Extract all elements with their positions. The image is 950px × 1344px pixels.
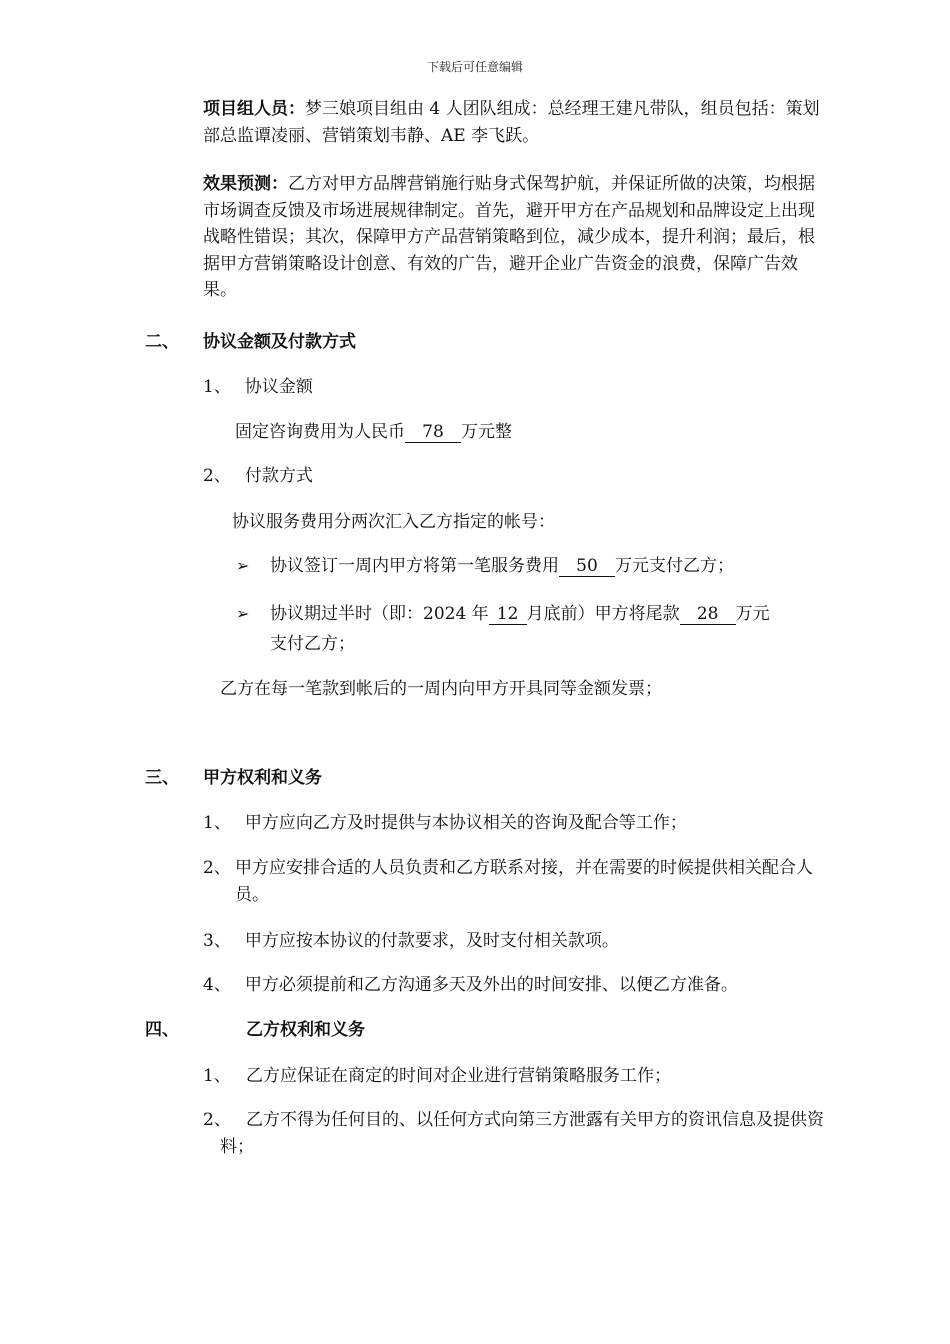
section4-item2-num: 2、	[203, 1110, 231, 1130]
payment-intro: 协议服务费用分两次汇入乙方指定的帐号：	[232, 512, 555, 532]
page-header: 下载后可任意编辑	[426, 60, 523, 74]
section3-item4	[203, 972, 738, 998]
bullet-text: 协议签订一周内甲方将第一笔服务费用	[270, 556, 559, 576]
final-payment-amount: 28	[680, 604, 736, 625]
section3-item3	[203, 928, 619, 954]
bullet-final-payment-cont: 支付乙方；	[270, 634, 355, 654]
fee-amount: 78	[405, 422, 461, 443]
effect-label: 效果预测：	[203, 174, 288, 194]
section3-number: 三、	[145, 768, 179, 788]
fee-suffix: 万元整	[461, 422, 512, 442]
item-number: 2、	[203, 466, 231, 486]
bullet-text: 月底前）甲方将尾款	[526, 604, 680, 624]
section2-title: 协议金额及付款方式	[203, 332, 356, 352]
item-text: 甲方应按本协议的付款要求，及时支付相关款项。	[244, 931, 619, 951]
item-number: 3、	[203, 931, 231, 951]
bullet-final-payment	[270, 601, 770, 627]
section3-item2-text: 甲方应安排合适的人员负责和乙方联系对接，并在需要的时候提供相关配合人员。	[235, 858, 813, 905]
section4-item1-text: 乙方应保证在商定的时间对企业进行营销策略服务工作；	[246, 1066, 671, 1086]
section2-item2	[203, 463, 313, 489]
section3-title: 甲方权利和义务	[203, 768, 322, 788]
bullet-first-payment	[270, 553, 734, 579]
section2-item1	[203, 374, 313, 400]
invoice-note: 乙方在每一笔款到帐后的一周内向甲方开具同等金额发票；	[220, 679, 662, 699]
section3-item2-num: 2、	[203, 858, 231, 878]
effect-text: 乙方对甲方品牌营销施行贴身式保驾护航，并保证所做的决策，均根据市场调查反馈及市场进展规律制定。首先，避开甲方在产品规划和品牌设定上出现战略性错误；其次，保障甲方产品营销策略到位，减少成本，提升利润；最后，根据甲方营销策略设计创意、有效的广告，避开企业广告资金的浪费，保障广告效果。	[203, 174, 815, 300]
bullet-text: 协议期过半时（即：2024 年	[270, 604, 489, 624]
deadline-month: 12	[489, 604, 527, 625]
effect-paragraph	[203, 171, 828, 304]
section4-item1-num: 1、	[203, 1066, 231, 1086]
bullet-text: 万元支付乙方；	[615, 556, 734, 576]
bullet-arrow-icon: ➢	[236, 604, 250, 623]
bullet-arrow-icon: ➢	[236, 556, 250, 575]
fixed-fee-line	[235, 419, 512, 445]
fee-prefix: 固定咨询费用为人民币	[235, 422, 405, 442]
team-paragraph	[203, 96, 828, 149]
section4-title: 乙方权利和义务	[246, 1020, 365, 1040]
item-number: 4、	[203, 975, 231, 995]
item-number: 1、	[203, 377, 231, 397]
team-label: 项目组人员：	[203, 99, 305, 119]
item-title: 协议金额	[244, 377, 313, 397]
bullet-text: 万元	[735, 604, 770, 624]
section4-number: 四、	[145, 1020, 179, 1040]
item-number: 1、	[203, 813, 231, 833]
item-text: 甲方应向乙方及时提供与本协议相关的咨询及配合等工作；	[244, 813, 687, 833]
item-text: 甲方必须提前和乙方沟通多天及外出的时间安排、以便乙方准备。	[244, 975, 738, 995]
team-text: 梦三娘项目组由 4 人团队组成：总经理王建凡带队，组员包括：策划部总监谭凌丽、营销策划韦静、AE 李飞跃。	[203, 99, 820, 146]
section2-number: 二、	[145, 332, 179, 352]
first-payment-amount: 50	[559, 556, 615, 577]
section3-item1	[203, 810, 687, 836]
item-title: 付款方式	[244, 466, 313, 486]
section4-item2-text: 乙方不得为任何目的、以任何方式向第三方泄露有关甲方的资讯信息及提供资料；	[220, 1110, 824, 1157]
